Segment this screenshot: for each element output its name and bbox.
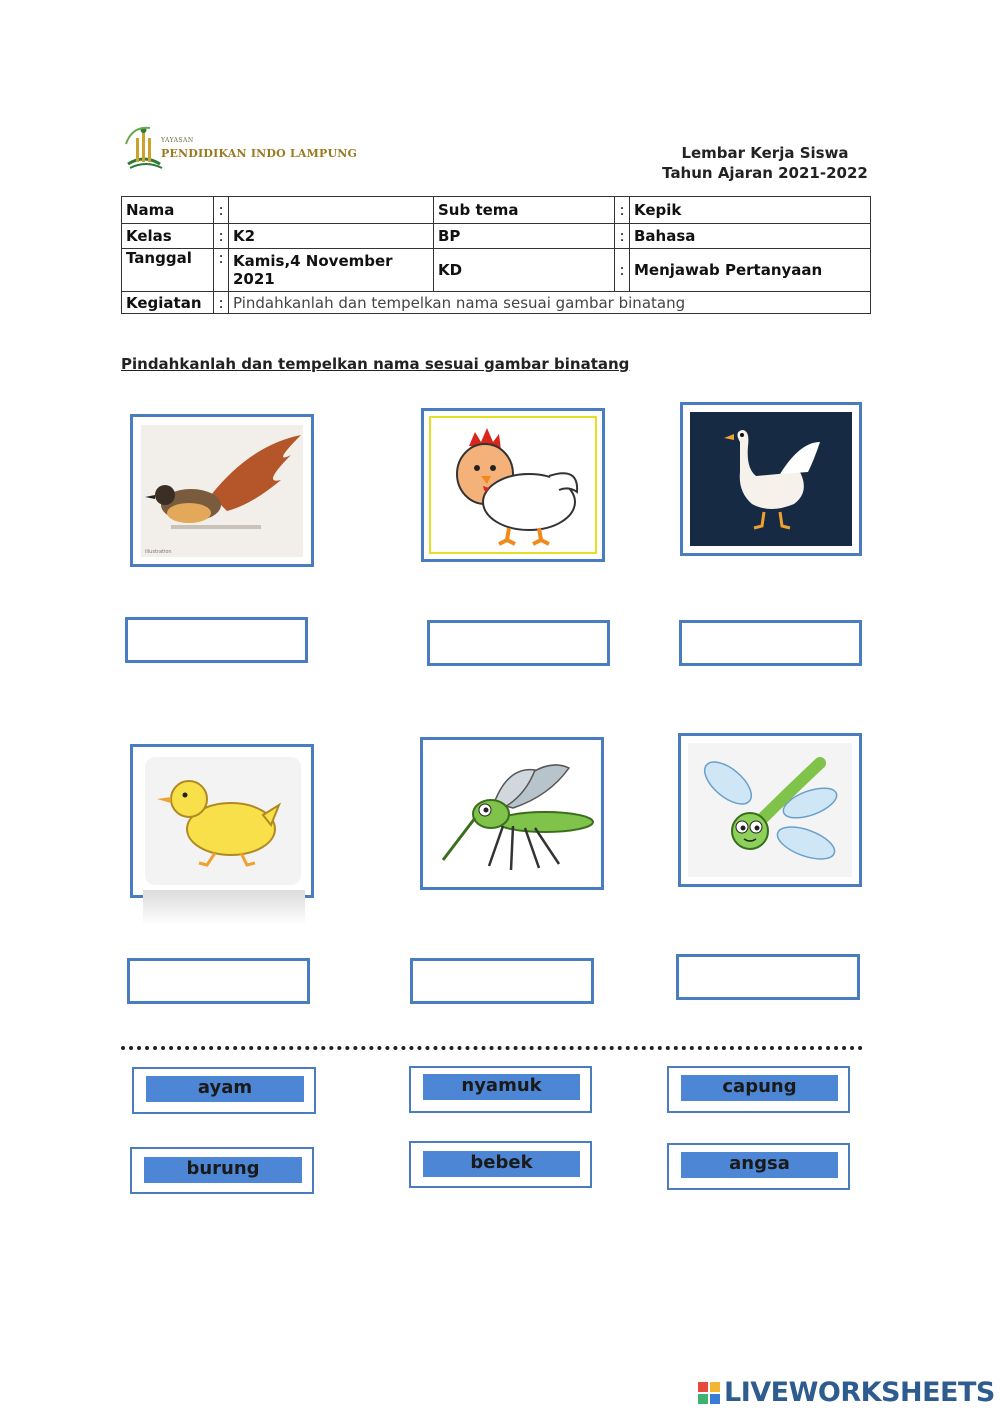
nama-label: Nama — [122, 197, 214, 224]
kegiatan-label: Kegiatan — [122, 292, 214, 314]
answer-drop-box-1[interactable] — [125, 617, 308, 663]
answer-drop-box-5[interactable] — [410, 958, 594, 1004]
word-card-burung[interactable] — [130, 1147, 314, 1194]
bird-icon — [141, 425, 303, 557]
colon: : — [214, 224, 229, 249]
kd-label: KD — [434, 249, 615, 292]
document-title — [640, 143, 890, 183]
colon: : — [615, 224, 630, 249]
dotted-separator — [121, 1046, 863, 1050]
word-card-label: bebek — [423, 1151, 580, 1177]
duck-icon — [143, 755, 303, 887]
picture-shadow — [143, 890, 305, 926]
subtema-label: Sub tema — [434, 197, 615, 224]
subtema-value: Kepik — [630, 197, 871, 224]
liveworksheets-brand[interactable]: LIVEWORKSHEETS — [724, 1377, 995, 1408]
colon: : — [615, 249, 630, 292]
answer-drop-box-2[interactable] — [427, 620, 610, 666]
chicken-icon — [429, 416, 597, 554]
word-card-label: nyamuk — [423, 1074, 580, 1100]
word-card-label: capung — [681, 1075, 838, 1101]
table-row — [122, 197, 871, 224]
kelas-label: Kelas — [122, 224, 214, 249]
picture-frame-chicken — [421, 408, 605, 562]
bp-value: Bahasa — [630, 224, 871, 249]
table-row — [122, 224, 871, 249]
worksheet-title: Lembar Kerja Siswa — [681, 144, 849, 162]
table-row — [122, 249, 871, 292]
answer-drop-box-3[interactable] — [679, 620, 862, 666]
svg-text:illustration: illustration — [145, 549, 172, 555]
dragonfly-icon — [688, 743, 852, 877]
answer-drop-box-4[interactable] — [127, 958, 310, 1004]
answer-drop-box-6[interactable] — [676, 954, 860, 1000]
colon: : — [214, 292, 229, 314]
kelas-value: K2 — [229, 224, 434, 249]
student-info-table — [121, 196, 871, 314]
picture-frame-dragonfly — [678, 733, 862, 887]
liveworksheets-logo-icon — [698, 1382, 720, 1404]
colon: : — [214, 249, 229, 292]
colon: : — [615, 197, 630, 224]
kegiatan-value: Pindahkanlah dan tempelkan nama sesuai gambar binatang — [229, 292, 871, 314]
logo-caption: YAYASAN — [161, 137, 194, 144]
picture-frame-duck — [130, 744, 314, 898]
mosquito-icon — [429, 748, 597, 880]
word-card-nyamuk[interactable] — [409, 1066, 592, 1113]
picture-frame-goose — [680, 402, 862, 556]
tanggal-value: Kamis,4 November 2021 — [229, 249, 434, 292]
word-card-capung[interactable] — [667, 1066, 850, 1113]
logo-name: PENDIDIKAN INDO LAMPUNG — [161, 147, 358, 160]
picture-frame-mosquito — [420, 737, 604, 890]
word-card-label: burung — [144, 1157, 302, 1183]
school-year: Tahun Ajaran 2021-2022 — [662, 164, 868, 182]
colon: : — [214, 197, 229, 224]
word-card-bebek[interactable] — [409, 1141, 592, 1188]
word-card-label: ayam — [146, 1076, 304, 1102]
tanggal-label: Tanggal — [122, 249, 214, 292]
table-row — [122, 292, 871, 314]
word-card-ayam[interactable] — [132, 1067, 316, 1114]
instruction-heading: Pindahkanlah dan tempelkan nama sesuai gambar binatang — [121, 355, 630, 373]
kd-value: Menjawab Pertanyaan — [630, 249, 871, 292]
nama-value[interactable] — [229, 197, 434, 224]
word-card-angsa[interactable] — [667, 1143, 850, 1190]
picture-frame-bird — [130, 414, 314, 567]
word-card-label: angsa — [681, 1152, 838, 1178]
bp-label: BP — [434, 224, 615, 249]
goose-icon — [690, 412, 852, 546]
